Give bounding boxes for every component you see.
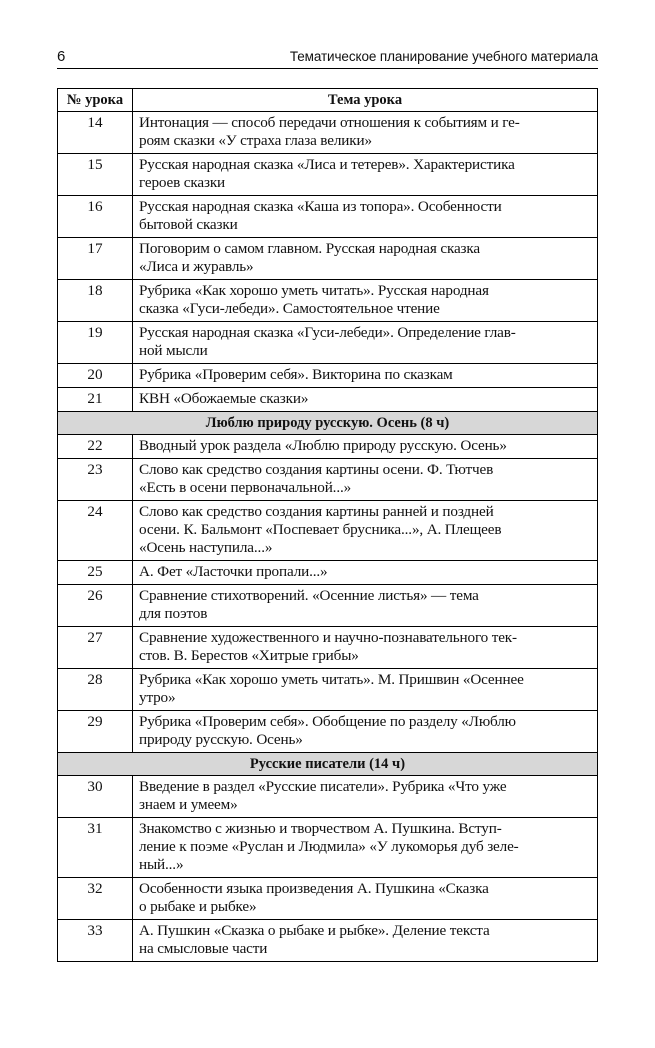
column-header-lesson-number: № урока bbox=[58, 89, 133, 112]
table-row bbox=[58, 322, 598, 364]
lesson-number: 20 bbox=[58, 364, 133, 388]
lesson-topic: Сравнение стихотворений. «Осенние листья» — тема для поэтов bbox=[133, 585, 598, 627]
lesson-topic: Знакомство с жизнью и творчеством А. Пушкина. Вступ- ление к поэме «Руслан и Людмила» «У лукоморья дуб зеле- ный...» bbox=[133, 818, 598, 878]
lesson-topic: Рубрика «Проверим себя». Викторина по сказкам bbox=[133, 364, 598, 388]
lesson-plan-table bbox=[57, 88, 598, 962]
lesson-number: 32 bbox=[58, 878, 133, 920]
lesson-topic: КВН «Обожаемые сказки» bbox=[133, 388, 598, 412]
lesson-number: 27 bbox=[58, 627, 133, 669]
lesson-topic: Русская народная сказка «Лиса и тетерев». Характеристика героев сказки bbox=[133, 154, 598, 196]
lesson-number: 33 bbox=[58, 920, 133, 962]
table-row bbox=[58, 711, 598, 753]
table-row bbox=[58, 154, 598, 196]
lesson-topic: Слово как средство создания картины осени. Ф. Тютчев «Есть в осени первоначальной...» bbox=[133, 459, 598, 501]
column-header-lesson-topic: Тема урока bbox=[133, 89, 598, 112]
lesson-topic: Рубрика «Как хорошо уметь читать». М. Пришвин «Осеннее утро» bbox=[133, 669, 598, 711]
table-row bbox=[58, 878, 598, 920]
lesson-topic: Сравнение художественного и научно-познавательного тек- стов. В. Берестов «Хитрые грибы» bbox=[133, 627, 598, 669]
lesson-number: 29 bbox=[58, 711, 133, 753]
lesson-topic: Русская народная сказка «Каша из топора». Особенности бытовой сказки bbox=[133, 196, 598, 238]
table-row bbox=[58, 364, 598, 388]
lesson-topic: Рубрика «Проверим себя». Обобщение по разделу «Люблю природу русскую. Осень» bbox=[133, 711, 598, 753]
lesson-number: 19 bbox=[58, 322, 133, 364]
table-row bbox=[58, 561, 598, 585]
lesson-topic: Введение в раздел «Русские писатели». Рубрика «Что уже знаем и умеем» bbox=[133, 776, 598, 818]
page-number: 6 bbox=[57, 48, 66, 65]
table-row bbox=[58, 501, 598, 561]
table-row bbox=[58, 585, 598, 627]
table-row bbox=[58, 112, 598, 154]
section-title: Люблю природу русскую. Осень (8 ч) bbox=[58, 412, 598, 435]
lesson-number: 23 bbox=[58, 459, 133, 501]
table-row bbox=[58, 280, 598, 322]
running-header bbox=[57, 46, 598, 69]
lesson-topic: А. Пушкин «Сказка о рыбаке и рыбке». Деление текста на смысловые части bbox=[133, 920, 598, 962]
table-row bbox=[58, 818, 598, 878]
lesson-topic: Рубрика «Как хорошо уметь читать». Русская народная сказка «Гуси-лебеди». Самостоятельное чтение bbox=[133, 280, 598, 322]
lesson-number: 31 bbox=[58, 818, 133, 878]
section-row bbox=[58, 753, 598, 776]
lesson-topic: Вводный урок раздела «Люблю природу русскую. Осень» bbox=[133, 435, 598, 459]
lesson-number: 18 bbox=[58, 280, 133, 322]
lesson-topic: Русская народная сказка «Гуси-лебеди». Определение глав- ной мысли bbox=[133, 322, 598, 364]
lesson-number: 14 bbox=[58, 112, 133, 154]
lesson-topic: Интонация — способ передачи отношения к событиям и ге- роям сказки «У страха глаза велики» bbox=[133, 112, 598, 154]
lesson-topic: Слово как средство создания картины ранней и поздней осени. К. Бальмонт «Поспевает брусника...», А. Плещеев «Осень наступила...» bbox=[133, 501, 598, 561]
table-row bbox=[58, 196, 598, 238]
lesson-topic: Поговорим о самом главном. Русская народная сказка «Лиса и журавль» bbox=[133, 238, 598, 280]
section-title: Русские писатели (14 ч) bbox=[58, 753, 598, 776]
lesson-number: 21 bbox=[58, 388, 133, 412]
table-row bbox=[58, 388, 598, 412]
lesson-number: 30 bbox=[58, 776, 133, 818]
lesson-number: 15 bbox=[58, 154, 133, 196]
lesson-topic: Особенности языка произведения А. Пушкина «Сказка о рыбаке и рыбке» bbox=[133, 878, 598, 920]
section-row bbox=[58, 412, 598, 435]
table-body bbox=[58, 112, 598, 962]
table-header-row bbox=[58, 89, 598, 112]
header-title: Тематическое планирование учебного материала bbox=[289, 49, 598, 64]
table-row bbox=[58, 776, 598, 818]
table-row bbox=[58, 669, 598, 711]
table-row bbox=[58, 435, 598, 459]
lesson-number: 16 bbox=[58, 196, 133, 238]
lesson-number: 17 bbox=[58, 238, 133, 280]
lesson-number: 22 bbox=[58, 435, 133, 459]
table-row bbox=[58, 238, 598, 280]
table-row bbox=[58, 920, 598, 962]
lesson-topic: А. Фет «Ласточки пропали...» bbox=[133, 561, 598, 585]
lesson-number: 25 bbox=[58, 561, 133, 585]
lesson-number: 24 bbox=[58, 501, 133, 561]
table-row bbox=[58, 627, 598, 669]
lesson-number: 26 bbox=[58, 585, 133, 627]
table-row bbox=[58, 459, 598, 501]
lesson-number: 28 bbox=[58, 669, 133, 711]
